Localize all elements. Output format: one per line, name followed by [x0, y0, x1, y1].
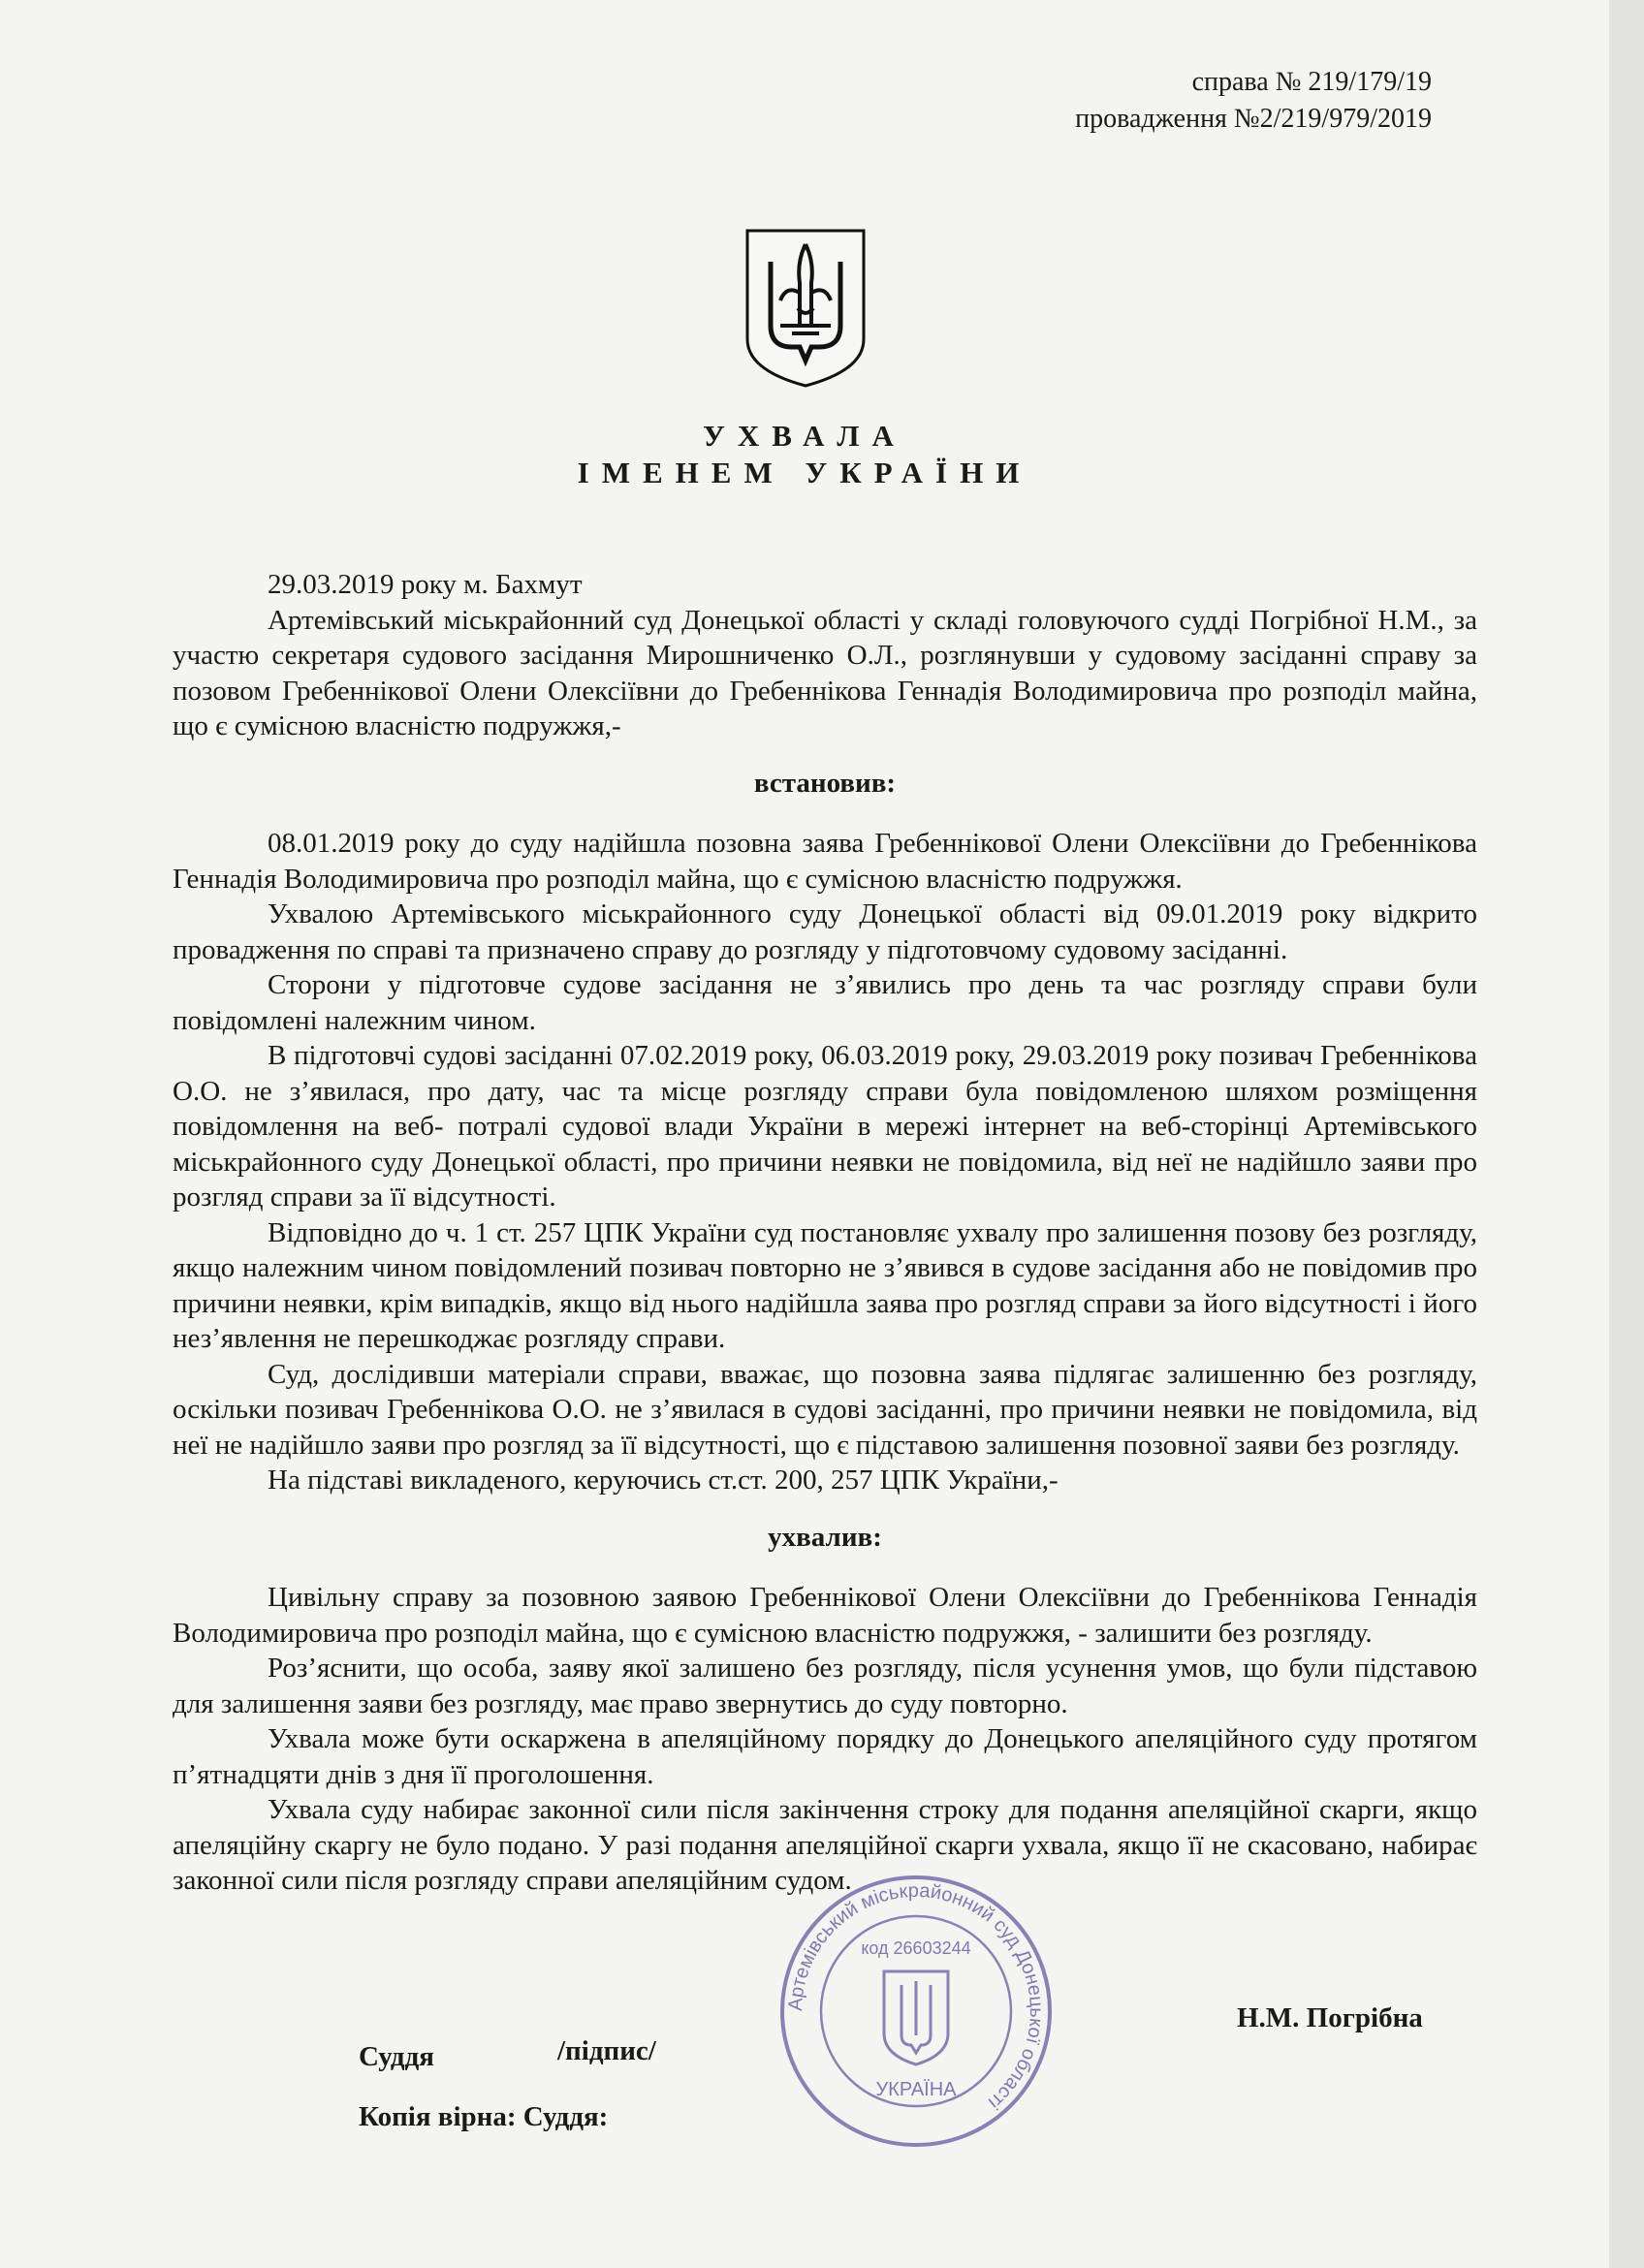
- copy-certified-label: Копія вірна: Суддя:: [359, 2101, 609, 2132]
- ruled-paragraph: Цивільну справу за позовною заявою Гребеннікової Олени Олексіївни до Гребеннікова Геннадія Володимировича про розподіл майна, що є сумісною власністю подружжя, - залишити без розгляду.: [173, 1582, 1477, 1649]
- established-paragraph: Ухвалою Артемівського міськрайонного суду Донецької області від 09.01.2019 року відкрито провадження по справі та призначено справу до розгляду у підготовчому судовому засіданні.: [173, 898, 1477, 965]
- signature-mark: /підпис/: [557, 2035, 656, 2066]
- ruled-paragraph: Ухвала може бути оскаржена в апеляційному порядку до Донецького апеляційного суду протягом п’ятнадцяти днів з дня її проголошення.: [173, 1723, 1477, 1790]
- established-paragraph: В підготовчі судові засіданні 07.02.2019 року, 06.03.2019 року, 29.03.2019 року позивач Гребеннікова О.О. не з’явилася, про дату, час та місце розгляду справи була повідомленою шляхом розміщення повідомлення на веб- потралі судової влади України в мережі інтернет на веб-сторінці Артемівського міськрайонного суду Донецької області, про причини неявки не повідомила, від неї не надійшло заяви про розгляд справи за її відсутності.: [173, 1040, 1477, 1213]
- case-number: справа № 219/179/19: [1191, 67, 1432, 97]
- stamp-code-text: код 26603244: [861, 1938, 971, 1958]
- document-title: УХВАЛА: [703, 419, 906, 453]
- ruled-paragraph: Роз’яснити, що особа, заяву якої залишено без розгляду, після усунення умов, що були підставою для залишення заяви без розгляду, має право звернутись до суду повторно.: [173, 1653, 1477, 1719]
- established-paragraph: 08.01.2019 року до суду надійшла позовна заява Гребеннікової Олени Олексіївни до Гребеннікова Геннадія Володимировича про розподіл майна, що є сумісною власністю подружжя.: [173, 828, 1477, 895]
- ruled-paragraph: Ухвала суду набирає законної сили після закінчення строку для подання апеляційної скарги, якщо апеляційну скаргу не було подано. У разі подання апеляційної скарги ухвала, якщо її не скасовано, набирає законної сили після розгляду справи апеляційним судом.: [173, 1794, 1477, 1896]
- page-edge: [1609, 0, 1644, 2268]
- ruled-heading: ухвалив:: [768, 1521, 882, 1553]
- stamp-country-text: УКРАЇНА: [875, 2079, 957, 2100]
- established-paragraph: Сторони у підготовче судове засідання не з’явились про день та час розгляду справи були повідомлені належним чином.: [173, 969, 1477, 1036]
- document-body: [173, 567, 1477, 1899]
- established-paragraph: На підставі викладеного, керуючись ст.ст. 200, 257 ЦПК України,-: [268, 1465, 1059, 1496]
- proceeding-number: провадження №2/219/979/2019: [1075, 104, 1432, 134]
- court-composition: Артемівський міськрайонний суд Донецької області у складі головуючого судді Погрібної Н.М., за участю секретаря судового засідання Мирошниченко О.Л., розглянувши у судовому засіданні справу за позовом Гребеннікової Олени Олексіївни до Гребеннікова Геннадія Володимировича про розподіл майна, що є сумісною власністю подружжя,-: [173, 604, 1477, 741]
- document-subtitle: ІМЕНЕМ УКРАЇНИ: [577, 456, 1032, 489]
- judge-name: Н.М. Погрібна: [1237, 2002, 1423, 2033]
- established-heading: встановив:: [753, 767, 897, 799]
- established-paragraph: Відповідно до ч. 1 ст. 257 ЦПК України суд постановляє ухвалу про залишення позову без розгляду, якщо належним чином повідомлений позивач повторно не з’явився в судове засідання або не повідомив про причини неявки, крім випадків, якщо від нього надійшла заява про розгляд справи за його відсутності і його нез’явлення не перешкоджає розгляду справи.: [173, 1216, 1477, 1354]
- stamp-outer-text: Артемівський міськрайонний суд Донецької області: [784, 1879, 1048, 2114]
- date-place: 29.03.2019 року м. Бахмут: [268, 569, 583, 600]
- court-seal-stamp: [775, 1871, 1057, 2152]
- established-paragraph: Суд, дослідивши матеріали справи, вважає, що позовна заява підлягає залишенню без розгляду, оскільки позивач Гребеннікова О.О. не з’явилася в судові засіданні, про причини неявки не повідомила, від неї не надійшло заяви про розгляд за її відсутності, що є підставою залишення позовної заяви без розгляду.: [173, 1358, 1477, 1461]
- coat-of-arms-icon: [742, 225, 869, 390]
- judge-label: Суддя: [359, 2041, 434, 2072]
